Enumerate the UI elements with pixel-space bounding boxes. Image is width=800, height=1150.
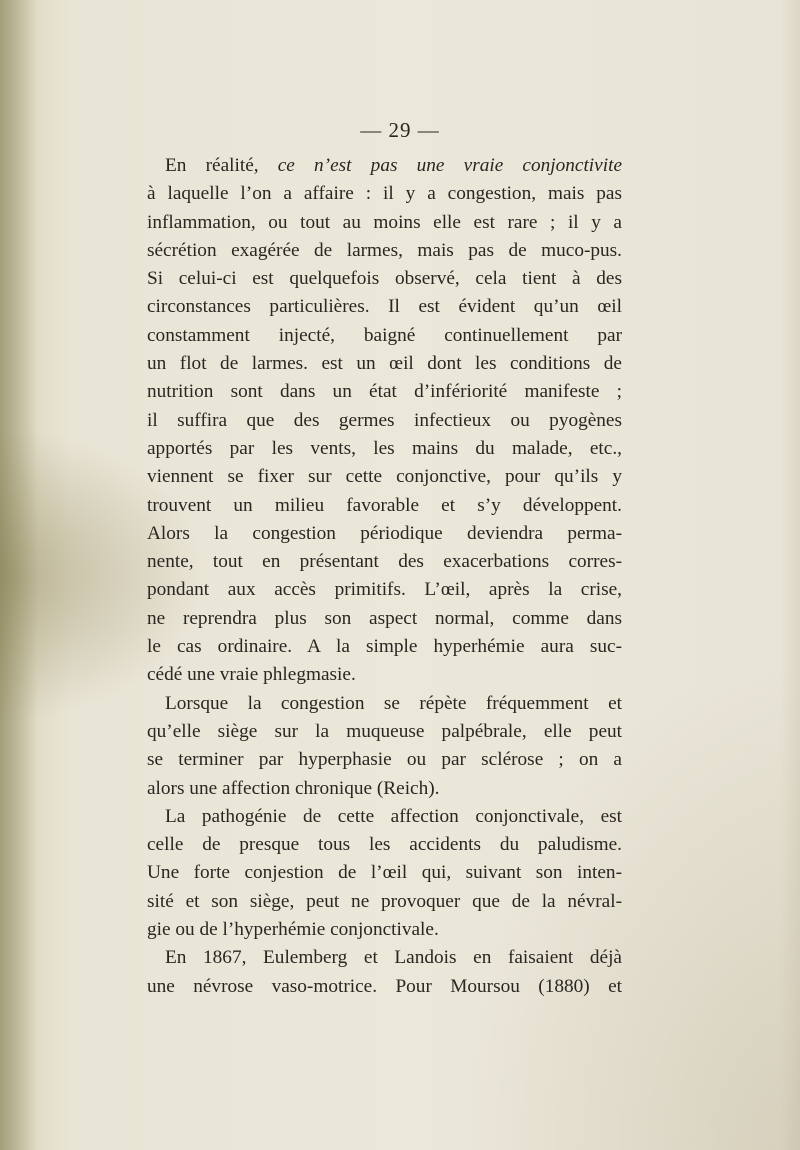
text-line bbox=[147, 378, 622, 406]
text-line bbox=[147, 633, 622, 661]
text-span: circonstances particulières. Il est évident qu’un œil bbox=[147, 296, 622, 318]
text-span: trouvent un milieu favorable et s’y développent. bbox=[147, 494, 622, 516]
text-span: ne reprendra plus son aspect normal, comme dans bbox=[147, 607, 622, 629]
text-line bbox=[147, 576, 622, 604]
text-line bbox=[147, 548, 622, 576]
text-span: apportés par les vents, les mains du malade, etc., bbox=[147, 437, 622, 459]
text-span: En réalité, bbox=[165, 155, 278, 176]
page-number: — 29 — bbox=[360, 118, 440, 142]
paragraph bbox=[147, 803, 622, 944]
paragraph bbox=[147, 152, 622, 690]
text-span: Une forte conjestion de l’œil qui, suivant son inten- bbox=[147, 862, 622, 884]
text-line bbox=[147, 746, 622, 774]
text-line bbox=[147, 407, 622, 435]
text-span: viennent se fixer sur cette conjonctive, pour qu’ils y bbox=[147, 466, 622, 488]
page-edge-stain bbox=[0, 0, 38, 1150]
text-span: sécrétion exagérée de larmes, mais pas de muco-pus. bbox=[147, 239, 622, 261]
text-span: Alors la congestion périodique deviendra perma- bbox=[147, 522, 622, 544]
text-line bbox=[147, 209, 622, 237]
text-span: nente, tout en présentant des exacerbations corres- bbox=[147, 551, 622, 573]
italic-text: ce n’est pas une vraie conjonctivite bbox=[277, 155, 622, 176]
text-line bbox=[147, 859, 622, 887]
text-span: gie ou de l’hyperhémie conjonctivale. bbox=[147, 919, 439, 941]
text-line bbox=[147, 463, 622, 491]
text-line bbox=[147, 322, 622, 350]
text-line bbox=[147, 265, 622, 293]
text-line bbox=[147, 690, 622, 718]
text-line bbox=[147, 293, 622, 321]
text-span: se terminer par hyperphasie ou par sclérose ; on a bbox=[147, 749, 622, 771]
text-span: constamment injecté, baigné continuellement par bbox=[147, 324, 622, 346]
text-line bbox=[147, 916, 622, 944]
text-line bbox=[147, 718, 622, 746]
text-span: Si celui-ci est quelquefois observé, cela tient à des bbox=[147, 268, 622, 290]
text-span: inflammation, ou tout au moins elle est rare ; il y a bbox=[147, 211, 622, 233]
text-line bbox=[147, 237, 622, 265]
text-span: qu’elle siège sur la muqueuse palpébrale, elle peut bbox=[147, 720, 622, 742]
text-line bbox=[147, 944, 622, 972]
body-text bbox=[147, 152, 622, 1001]
text-line bbox=[147, 775, 622, 803]
text-line bbox=[147, 888, 622, 916]
text-span: cédé une vraie phlegmasie. bbox=[147, 664, 356, 686]
text-line bbox=[147, 831, 622, 859]
text-line bbox=[147, 152, 622, 180]
text-line bbox=[147, 492, 622, 520]
paragraph bbox=[147, 690, 622, 803]
text-span: En 1867, Eulemberg et Landois en faisaient déjà bbox=[165, 947, 622, 969]
text-span: une névrose vaso-motrice. Pour Moursou (1880) et bbox=[147, 975, 622, 997]
text-span: pondant aux accès primitifs. L’œil, après la crise, bbox=[147, 579, 622, 601]
text-span: celle de presque tous les accidents du paludisme. bbox=[147, 834, 622, 856]
text-span: La pathogénie de cette affection conjonctivale, est bbox=[165, 805, 622, 827]
text-line bbox=[147, 435, 622, 463]
text-line bbox=[147, 605, 622, 633]
text-span: alors une affection chronique (Reich). bbox=[147, 777, 440, 799]
text-span: nutrition sont dans un état d’infériorité manifeste ; bbox=[147, 381, 622, 403]
text-line bbox=[147, 520, 622, 548]
text-line bbox=[147, 973, 622, 1001]
text-span: sité et son siège, peut ne provoquer que de la névral- bbox=[147, 890, 622, 912]
text-span: un flot de larmes. est un œil dont les conditions de bbox=[147, 353, 622, 375]
text-span: le cas ordinaire. A la simple hyperhémie aura suc- bbox=[147, 636, 622, 658]
text-span: il suffira que des germes infectieux ou pyogènes bbox=[147, 409, 622, 431]
text-span: à laquelle l’on a affaire : il y a congestion, mais pas bbox=[147, 183, 622, 205]
text-line bbox=[147, 803, 622, 831]
paragraph bbox=[147, 944, 622, 1001]
text-span: Lorsque la congestion se répète fréquemment et bbox=[165, 692, 622, 714]
text-line bbox=[147, 350, 622, 378]
text-line bbox=[147, 180, 622, 208]
text-line bbox=[147, 661, 622, 689]
